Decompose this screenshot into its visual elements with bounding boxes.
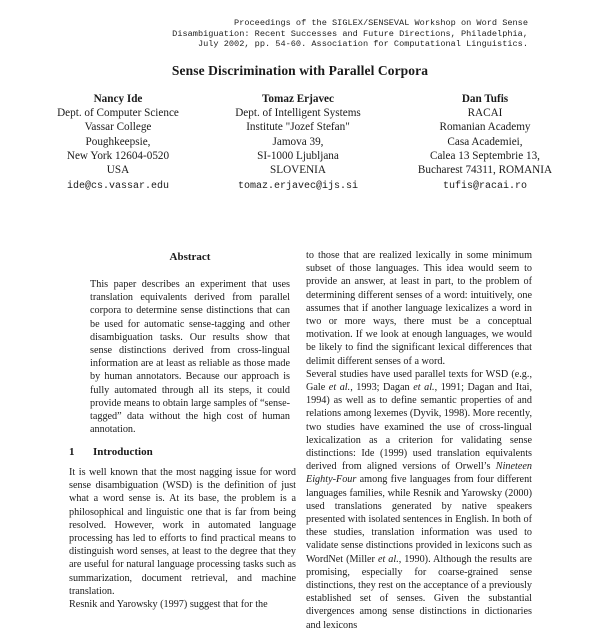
author-block — [208, 92, 388, 194]
author-affiliation: SLOVENIA — [270, 164, 326, 177]
author-affiliation: Vassar College — [84, 121, 152, 134]
author-affiliation: SI-1000 Ljubljana — [257, 149, 339, 162]
author-affiliation: Poughkeepsie, — [85, 135, 151, 148]
right-column-body — [306, 249, 532, 632]
text-run-italic: et al. — [377, 553, 399, 565]
author-affiliation: USA — [106, 164, 130, 177]
proceedings-line: Disambiguation: Recent Successes and Future Directions, Philadelphia, — [172, 28, 528, 39]
book-title: Nineteen Eighty-Four — [306, 461, 532, 486]
author-affiliation: Casa Academiei, — [447, 135, 523, 148]
author-block — [390, 92, 580, 194]
text-run: Several studies have used parallel texts for WSD (e.g., Gale — [306, 368, 532, 394]
paragraph — [306, 368, 532, 632]
author-affiliation: Dept. of Computer Science — [57, 107, 179, 120]
introduction-body — [69, 466, 296, 611]
author-name: Tomaz Erjavec — [262, 93, 334, 105]
proceedings-line: July 2002, pp. 54-60. Association for Computational Linguistics. — [197, 39, 528, 49]
author-affiliation: Calea 13 Septembrie 13, — [430, 149, 540, 162]
paragraph: Resnik and Yarowsky (1997) suggest that for the — [69, 599, 268, 611]
author-affiliation: Romanian Academy — [439, 121, 531, 134]
section-heading-introduction — [69, 446, 153, 458]
author-email[interactable]: tufis@racai.ro — [442, 181, 527, 193]
abstract-heading: Abstract — [169, 251, 211, 263]
author-affiliation: New York 12604-0520 — [66, 149, 170, 162]
author-affiliation: Institute "Jozef Stefan" — [246, 121, 350, 134]
author-affiliation: Dept. of Intelligent Systems — [235, 107, 361, 120]
author-name: Dan Tufis — [461, 93, 509, 105]
author-email[interactable]: tomaz.erjavec@ijs.si — [237, 181, 359, 193]
text-run-italic: et al. — [328, 382, 351, 394]
author-affiliation: Bucharest 74311, ROMANIA — [417, 164, 553, 177]
proceedings-header — [128, 18, 528, 50]
abstract-text: This paper describes an experiment that uses translation equivalents derived from parallel corpora to determine sense distinctions that can be used for automatic sense-tagging and other disambiguation tasks. Our results show that sense distinctions derived from cross-lingual information are at least as reliable as those made by human annotators. Because our approach is fully automated through all its steps, it could provide means to obtain large samples of “sense-tagged” data without the high cost of human annotation. — [90, 279, 290, 436]
text-run: among five languages from four different languages families, while Resnik and Yarowsky (2000) used translations generated by native speakers presented with isolated sentences in English. In both of these studies, translation information was used to validate sense distinctions provided in lexicons such as WordNet (Miller — [306, 474, 532, 565]
author-name: Nancy Ide — [93, 93, 143, 105]
text-run: , 1991; Dagan and Itai, 1994) as well as to define semantic properties of and relations among lexemes (Dyvik, 1998). More recently, two studies have examined the use of cross-lingual lexicalization as a criterion for validating sense distinctions: Ide (1999) used translation equivalents derived from aligned versions of Orwell’s — [306, 382, 533, 473]
text-run-italic: et al. — [413, 382, 435, 394]
author-affiliation: Jamova 39, — [272, 135, 324, 148]
author-block — [38, 92, 198, 194]
section-title: Introduction — [93, 446, 153, 458]
paper-title: Sense Discrimination with Parallel Corpora — [171, 63, 429, 78]
author-email[interactable]: ide@cs.vassar.edu — [66, 181, 170, 193]
author-affiliation: RACAI — [467, 107, 503, 120]
proceedings-line: Proceedings of the SIGLEX/SENSEVAL Workshop on Word Sense — [234, 18, 528, 28]
paragraph: It is well known that the most nagging issue for word sense disambiguation (WSD) is the definition of just what a word sense is. At its base, the problem is a philosophical and linguistic one that is far from being resolved. However, work in automated language processing has led to efforts to find practical means to distinguish word senses, at least to the degree that they are useful for natural language processing tasks such as summarization, document retrieval, and machine translation. — [69, 467, 296, 597]
paragraph: to those that are realized lexically in some minimum subset of those languages. This idea would seem to provide an answer, at least in part, to the problem of determining different senses of a word: intuitively, one assumes that if another language lexicalizes a word in two or more ways, there must be a conceptual motivation. If we look at enough languages, we would be likely to find the significant lexical differences that delimit different senses of a word. — [306, 250, 532, 367]
section-number: 1 — [69, 446, 75, 458]
text-run: , 1993; Dagan — [350, 382, 414, 394]
text-run: , 1990). Although the results are promising, especially for coarse-grained sense distinctions, they rest on the acceptance of a previously established set of senses. Given the substantial divergences among sense distinctions in dictionaries and lexicons — [306, 553, 533, 631]
